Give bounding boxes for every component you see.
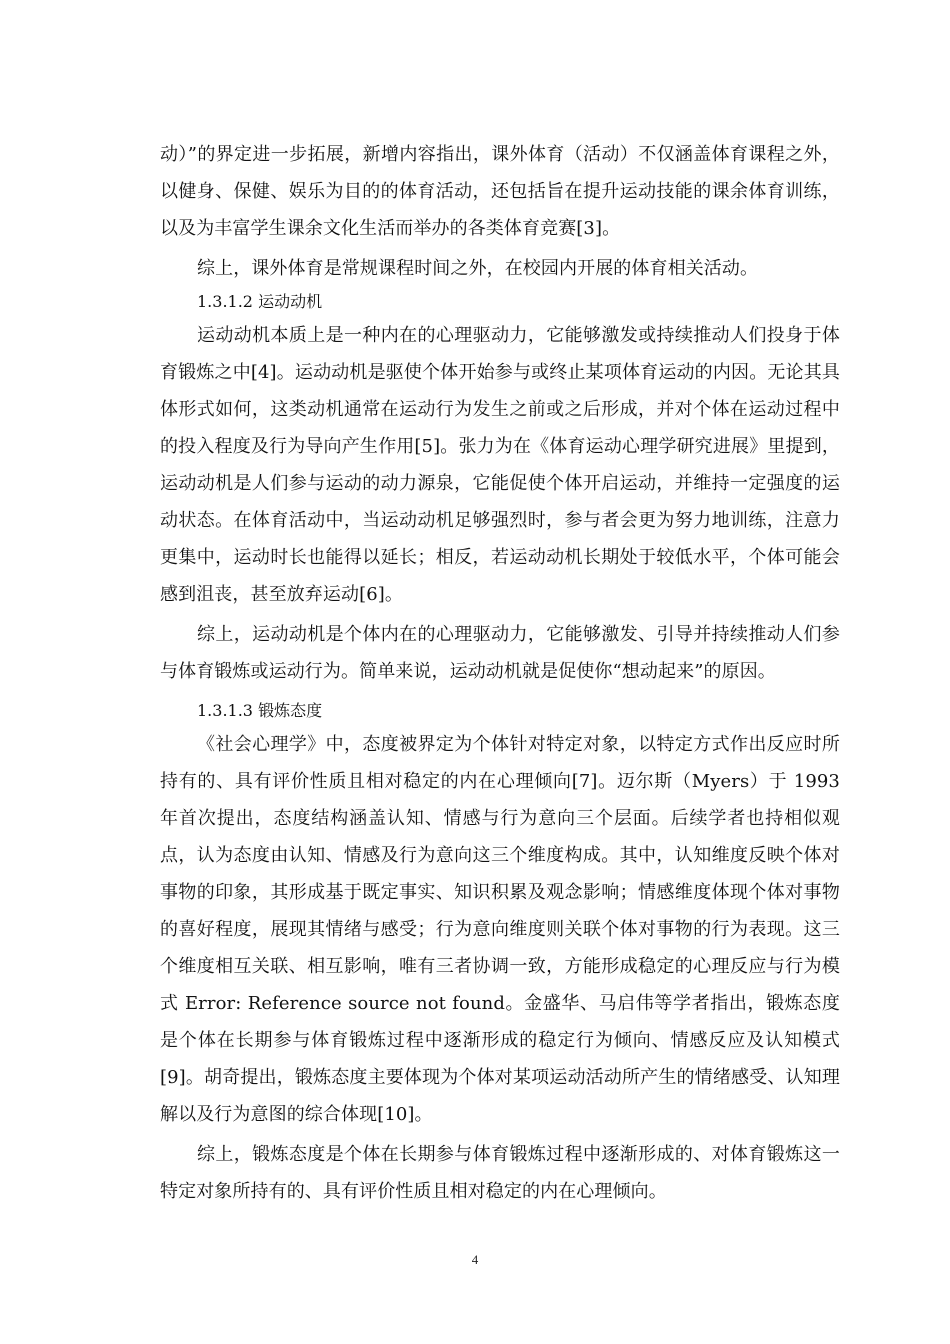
paragraph-summary-extracurricular: 综上，课外体育是常规课程时间之外，在校园内开展的体育相关活动。 <box>197 258 759 279</box>
paragraph-attitude-definition: 《社会心理学》中，态度被界定为个体针对特定对象，以特定方式作出反应时所持有的、具有评价性质且相对稳定的内在心理倾向[7]。迈尔斯（Myers）于 1993 年首次提出，态度结构涵盖认知、情感与行为意向三个层面。后续学者也持相似观点，认为态度由认知、情感及行为意向这三个维度构成。其中，认知维度反映个体对事物的印象，其形成基于既定事实、知识积累及观念影响；情感维度体现个体对事物的喜好程度，展现其情绪与感受；行为意向维度则关联个体对事物的行为表现。这三个维度相互关联、相互影响，唯有三者协调一致，方能形成稳定的心理反应与行为模式 Error: Reference source not found。金盛华、马启伟等学者指出，锻炼态度是个体在长期参与体育锻炼过程中逐渐形成的稳定行为倾向、情感反应及认知模式[9]。胡奇提出，锻炼态度主要体现为个体对某项运动活动所产生的情绪感受、认知理解以及行为意图的综合体现[10]。 <box>160 734 840 1125</box>
paragraph-continuation: 动）”的界定进一步拓展，新增内容指出，课外体育（活动）不仅涵盖体育课程之外，以健身、保健、娱乐为目的的体育活动，还包括旨在提升运动技能的课余体育训练，以及为丰富学生课余文化生活而举办的各类体育竞赛[3]。 <box>160 144 840 239</box>
paragraph-summary-attitude: 综上，锻炼态度是个体在长期参与体育锻炼过程中逐渐形成的、对体育锻炼这一特定对象所持有的、具有评价性质且相对稳定的内在心理倾向。 <box>160 1144 840 1202</box>
page-number: 4 <box>471 1252 479 1267</box>
section-heading-motivation: 1.3.1.2 运动动机 <box>197 292 323 311</box>
document-body <box>160 136 840 1210</box>
paragraph-motivation-definition: 运动动机本质上是一种内在的心理驱动力，它能够激发或持续推动人们投身于体育锻炼之中[4]。运动动机是驱使个体开始参与或终止某项体育运动的内因。无论其具体形式如何，这类动机通常在运动行为发生之前或之后形成，并对个体在运动过程中的投入程度及行为导向产生作用[5]。张力为在《体育运动心理学研究进展》里提到，运动动机是人们参与运动的动力源泉，它能促使个体开启运动，并维持一定强度的运动状态。在体育活动中，当运动动机足够强烈时，参与者会更为努力地训练，注意力更集中，运动时长也能得以延长；相反，若运动动机长期处于较低水平，个体可能会感到沮丧，甚至放弃运动[6]。 <box>160 325 840 605</box>
paragraph-summary-motivation: 综上，运动动机是个体内在的心理驱动力，它能够激发、引导并持续推动人们参与体育锻炼或运动行为。简单来说，运动动机就是促使你“想动起来”的原因。 <box>160 624 840 682</box>
section-heading-attitude: 1.3.1.3 锻炼态度 <box>197 701 323 720</box>
